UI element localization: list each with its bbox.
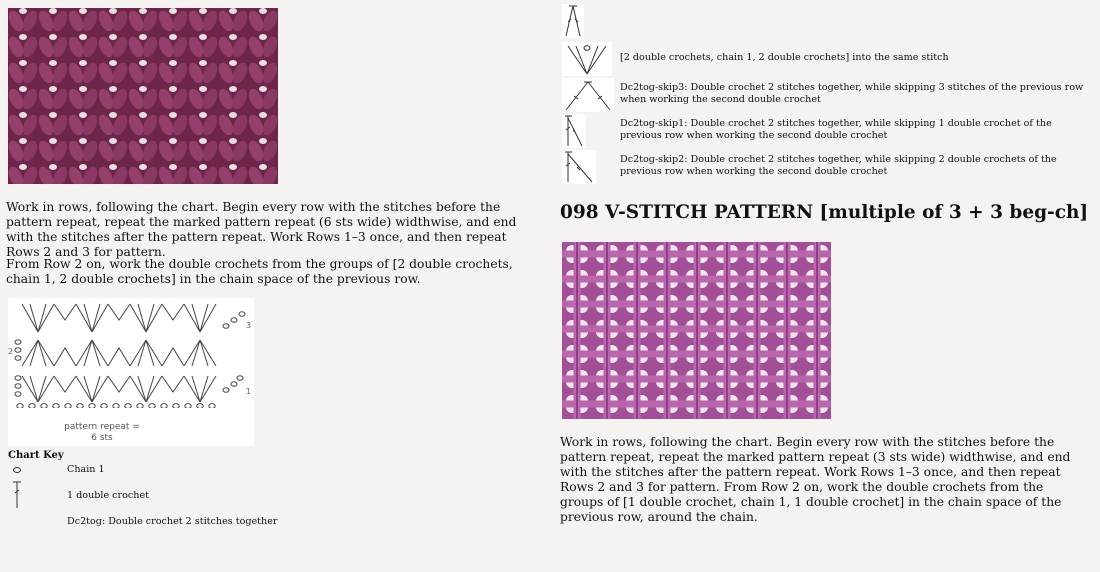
crochet-chart-left bbox=[8, 298, 254, 446]
key-label-double-crochet: 1 double crochet bbox=[67, 490, 150, 501]
key-label-v-group: [2 double crochets, chain 1, 2 double crochets] into the same stitch bbox=[620, 52, 949, 63]
chart-row-1 bbox=[15, 376, 243, 402]
key-item-double-crochet bbox=[8, 480, 408, 512]
left-instructions-para2: From Row 2 on, work the double crochets from the groups of [2 double crochets, chain 1, 2 double crochets] in the chain space of the previous row. bbox=[6, 257, 513, 286]
dc2tog-icon bbox=[562, 4, 584, 38]
key-item-chain bbox=[8, 462, 408, 478]
key-item-dc2tog bbox=[8, 514, 408, 532]
double-crochet-icon bbox=[10, 480, 24, 510]
chart-row-2 bbox=[15, 340, 216, 366]
row-label-1: 1 bbox=[246, 387, 252, 396]
key-label-chain: Chain 1 bbox=[67, 464, 105, 475]
swatch-texture-left bbox=[8, 8, 278, 184]
chain-icon bbox=[10, 463, 24, 477]
chart-drawing bbox=[8, 298, 254, 408]
row-label-2: 2 bbox=[8, 347, 14, 356]
row-label-3: 3 bbox=[246, 321, 252, 330]
swatch-texture-right bbox=[562, 242, 831, 419]
dc2tog-skip3-icon bbox=[562, 78, 614, 112]
key-label-dc2tog-skip2: Dc2tog-skip2: Double crochet 2 stitches together, while skipping 2 double crochets of the previous row when working the second double crochet bbox=[620, 154, 1057, 177]
left-instructions-para1: Work in rows, following the chart. Begin every row with the stitches before the pattern repeat, repeat the marked pattern repeat (6 sts wide) widthwise, and end with the stitches after the pattern repeat. Work Rows 1–3 once, and then repeat Rows 2 and 3 for pattern. bbox=[6, 200, 517, 259]
key-symbol-dc2tog-top bbox=[562, 4, 584, 38]
dc2tog-skip1-icon bbox=[562, 114, 586, 148]
swatch-photo-left bbox=[8, 8, 278, 184]
key-item-dc2tog-skip1 bbox=[562, 114, 1092, 148]
dc2tog-skip2-icon bbox=[562, 150, 596, 184]
chart-row-3 bbox=[22, 304, 245, 332]
key-item-dc2tog-skip2 bbox=[562, 150, 1092, 184]
key-label-dc2tog: Dc2tog: Double crochet 2 stitches together bbox=[67, 516, 278, 527]
section-title: 098 V-STITCH PATTERN [multiple of 3 + 3 beg-ch] bbox=[560, 202, 1089, 223]
foundation-chain bbox=[17, 404, 215, 408]
pattern-repeat-caption: pattern repeat = 6 sts bbox=[64, 422, 140, 443]
chart-key-title: Chart Key bbox=[8, 450, 64, 461]
swatch-photo-right bbox=[562, 242, 831, 419]
key-label-dc2tog-skip1: Dc2tog-skip1: Double crochet 2 stitches together, while skipping 1 double crochet of the previous row when working the second double crochet bbox=[620, 118, 1052, 141]
key-item-dc2tog-skip3 bbox=[562, 78, 1092, 112]
key-label-dc2tog-skip3: Dc2tog-skip3: Double crochet 2 stitches together, while skipping 3 stitches of the previous row when working the second double crochet bbox=[620, 82, 1084, 105]
v-group-icon bbox=[562, 42, 612, 76]
right-instructions: Work in rows, following the chart. Begin every row with the stitches before the pattern repeat, repeat the marked pattern repeat (3 sts wide) widthwise, and end with the stitches after the pattern repeat. Work Rows 1–3 once, and then repeat Rows 2 and 3 for pattern. From Row 2 on, work the double crochets from the groups of [1 double crochet, chain 1, 1 double crochet] in the chain space of the previous row, around the chain. bbox=[560, 435, 1071, 524]
key-item-v-group bbox=[562, 42, 1092, 76]
